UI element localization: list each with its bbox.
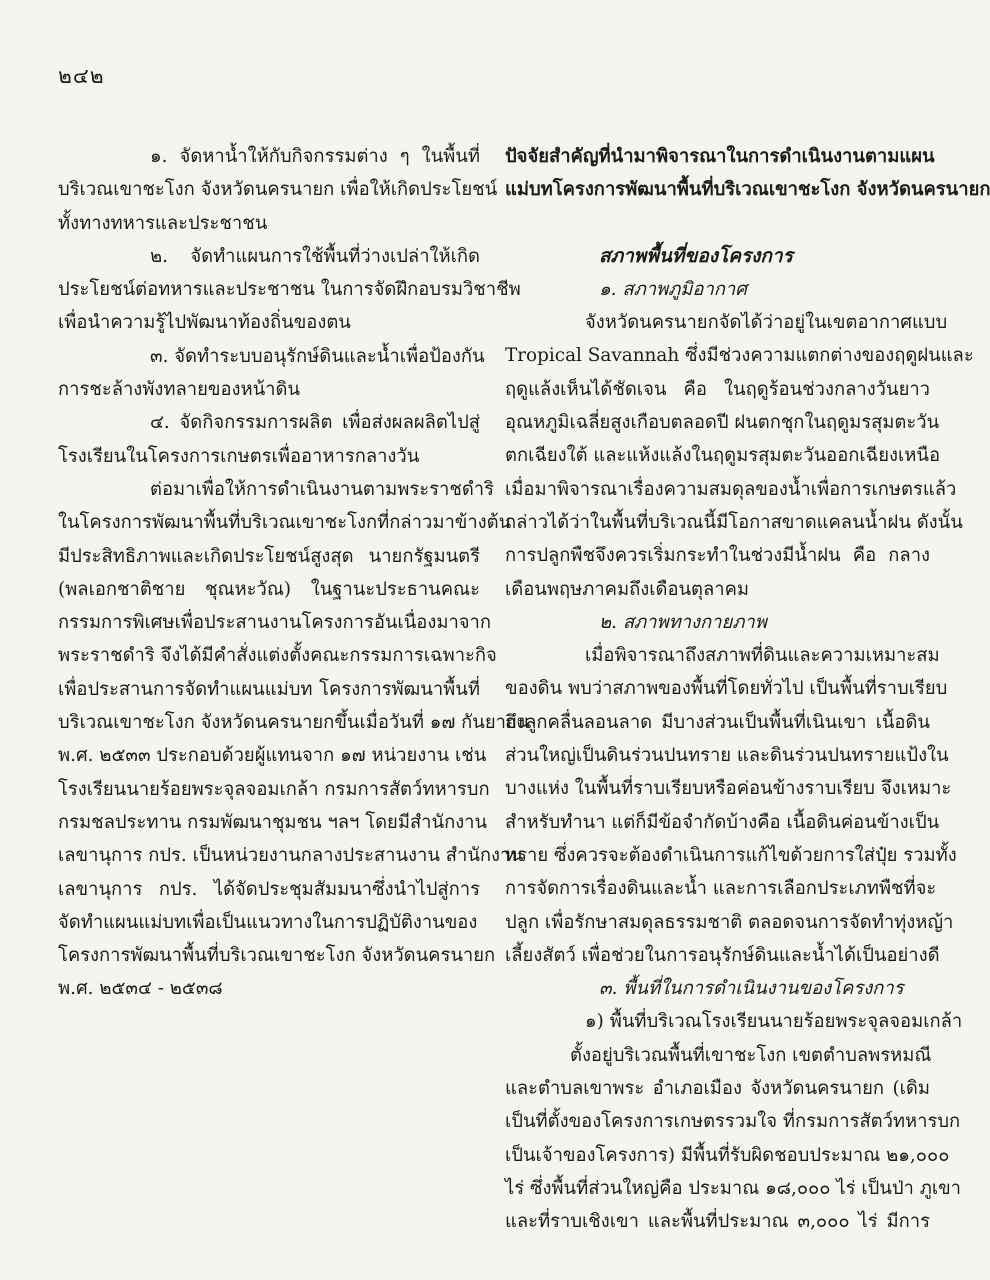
text-line: เลขานุการ กปร. ได้จัดประชุมสัมมนาซึ่งนำไปสู่การ — [58, 878, 480, 900]
text-line: และที่ราบเชิงเขา และพื้นที่ประมาณ ๓,๐๐๐ ไร่ มีการ — [505, 1211, 930, 1233]
text-line: บริเวณเขาชะโงก จังหวัดนครนายก เพื่อให้เกิดประโยชน์ — [58, 179, 498, 201]
text-line: เมื่อมาพิจารณาเรื่องความสมดุลของน้ำเพื่อการเกษตรแล้ว — [505, 478, 957, 500]
text-line: ๓. จัดทำระบบอนุรักษ์ดินและน้ำเพื่อป้องกัน — [150, 345, 485, 367]
text-line: ฤดูแล้งเห็นได้ชัดเจน คือ ในฤดูร้อนช่วงกลางวันยาว — [505, 378, 930, 400]
text-line: ๑. จัดหาน้ำให้กับกิจกรรมต่าง ๆ ในพื้นที่ — [150, 146, 480, 167]
text-line: มีประสิทธิภาพและเกิดประโยชน์สูงสุด นายกรัฐมนตรี — [58, 545, 480, 567]
right-column — [505, 140, 990, 1239]
text-line: ปลูก เพื่อรักษาสมดุลธรรมชาติ ตลอดจนการจัดทำทุ่งหญ้า — [505, 911, 954, 933]
text-line: ตกเฉียงใต้ และแห้งแล้งในฤดูมรสุมตะวันออกเฉียงเหนือ — [505, 445, 940, 467]
text-line: ในโครงการพัฒนาพื้นที่บริเวณเขาชะโงกที่กล่าวมาข้างต้น — [58, 512, 512, 534]
text-line: โครงการพัฒนาพื้นที่บริเวณเขาชะโงก จังหวัดนครนายก — [58, 945, 496, 967]
text-line: บริเวณเขาชะโงก จังหวัดนครนายกขึ้นเมื่อวันที่ ๑๗ กันยายน — [58, 712, 530, 734]
text-line: Tropical Savannah ซึ่งมีช่วงความแตกต่างของฤดูฝนและ — [505, 345, 974, 367]
text-line: การปลูกพืชจึงควรเริ่มกระทำในช่วงมีน้ำฝน คือ กลาง — [505, 545, 930, 567]
text-line: การชะล้างพังทลายของหน้าดิน — [58, 379, 301, 401]
left-column — [58, 140, 530, 1006]
text-line: พ.ศ. ๒๕๓๓ ประกอบด้วยผู้แทนจาก ๑๗ หน่วยงาน เช่น — [58, 745, 487, 767]
topic-title: ๓. พื้นที่ในการดำเนินงานของโครงการ — [599, 978, 904, 1000]
text-line: ของดิน พบว่าสภาพของพื้นที่โดยทั่วไป เป็นพื้นที่ราบเรียบ — [505, 678, 948, 700]
text-line: ๔. จัดกิจกรรมการผลิต เพื่อส่งผลผลิตไปสู่ — [150, 412, 480, 434]
text-line: และตำบลเขาพระ อำเภอเมือง จังหวัดนครนายก (เดิม — [505, 1078, 930, 1100]
text-line: พระราชดำริ จึงได้มีคำสั่งแต่งตั้งคณะกรรมการเฉพาะกิจ — [58, 645, 497, 667]
text-line: พ.ศ. ๒๕๓๔ - ๒๕๓๘ — [58, 978, 223, 1000]
text-line: เป็นเจ้าของโครงการ) มีพื้นที่รับผิดชอบประมาณ ๒๑,๐๐๐ — [505, 1144, 950, 1166]
subsection-title: สภาพพื้นที่ของโครงการ — [599, 244, 793, 267]
text-line: ตั้งอยู่บริเวณพื้นที่เขาชะโงก เขตตำบลพรหมณี — [570, 1044, 932, 1066]
text-line: โรงเรียนในโครงการเกษตรเพื่ออาหารกลางวัน — [58, 445, 420, 467]
text-line: (พลเอกชาติชาย ชุณหะวัณ) ในฐานะประธานคณะ — [58, 578, 480, 600]
text-line: ไร่ ซึ่งพื้นที่ส่วนใหญ่คือ ประมาณ ๑๘,๐๐๐ ไร่ เป็นป่า ภูเขา — [505, 1177, 962, 1199]
text-line: อุณหภูมิเฉลี่ยสูงเกือบตลอดปี ฝนตกชุกในฤดูมรสุมตะวัน — [505, 412, 940, 434]
text-line: สำหรับทำนา แต่ก็มีข้อจำกัดบ้างคือ เนื้อดินค่อนข้างเป็น — [505, 811, 940, 833]
text-line: เพื่อนำความรู้ไปพัฒนาท้องถิ่นของตน — [58, 312, 351, 334]
text-line: กล่าวได้ว่าในพื้นที่บริเวณนี้มีโอกาสขาดแคลนน้ำฝน ดังนั้น — [505, 511, 963, 533]
section-heading: ปัจจัยสำคัญที่นำมาพิจารณาในการดำเนินงานตามแผน — [505, 146, 935, 167]
text-line: กรรมการพิเศษเพื่อประสานงานโครงการอันเนื่องมาจาก — [58, 612, 492, 634]
text-line: ทั้งทางทหารและประชาชน — [58, 212, 268, 234]
text-line: เมื่อพิจารณาถึงสภาพที่ดินและความเหมาะสม — [585, 645, 940, 667]
text-line: บางแห่ง ในพื้นที่ราบเรียบหรือค่อนข้างราบเรียบ จึงเหมาะ — [505, 778, 952, 800]
text-line: ต่อมาเพื่อให้การดำเนินงานตามพระราชดำริ — [150, 478, 495, 500]
text-line: เลี้ยงสัตว์ เพื่อช่วยในการอนุรักษ์ดินและน้ำได้เป็นอย่างดี — [505, 944, 940, 966]
topic-title: ๒. สภาพทางกายภาพ — [599, 611, 767, 633]
topic-title: ๑. สภาพภูมิอากาศ — [599, 278, 747, 300]
text-line: เป็นที่ตั้งของโครงการเกษตรรวมใจ ที่กรมการสัตว์ทหารบก — [505, 1111, 961, 1133]
text-line: ส่วนใหญ่เป็นดินร่วนปนทราย และดินร่วนปนทรายแป้งใน — [505, 745, 949, 767]
section-heading: แม่บทโครงการพัฒนาพื้นที่บริเวณเขาชะโงก จังหวัดนครนายก — [505, 179, 990, 201]
text-line: โรงเรียนนายร้อยพระจุลจอมเกล้า กรมการสัตว์ทหารบก — [58, 778, 490, 800]
text-line: เลขานุการ กปร. เป็นหน่วยงานกลางประสานงาน สำนักงาน — [58, 845, 523, 867]
text-line: เพื่อประสานการจัดทำแผนแม่บท โครงการพัฒนาพื้นที่ — [58, 678, 480, 700]
text-line: ๑) พื้นที่บริเวณโรงเรียนนายร้อยพระจุลจอมเกล้า — [585, 1011, 963, 1033]
text-line: การจัดการเรื่องดินและน้ำ และการเลือกประเภทพืชที่จะ — [505, 878, 937, 900]
text-line: ถึงลูกคลื่นลอนลาด มีบางส่วนเป็นพื้นที่เนินเขา เนื้อดิน — [505, 711, 930, 733]
text-line: จัดทำแผนแม่บทเพื่อเป็นแนวทางในการปฏิบัติงานของ — [58, 911, 478, 933]
text-line: ทราย ซึ่งควรจะต้องดำเนินการแก้ไขด้วยการใส่ปุ๋ย รวมทั้ง — [505, 844, 957, 866]
text-line: ๒. จัดทำแผนการใช้พื้นที่ว่างเปล่าให้เกิด — [150, 245, 480, 267]
text-line: ประโยชน์ต่อทหารและประชาชน ในการจัดฝึกอบรมวิชาชีพ — [58, 279, 521, 301]
page-number: ๒๔๒ — [58, 64, 105, 88]
text-line: กรมชลประทาน กรมพัฒนาชุมชน ฯลฯ โดยมีสำนักงาน — [58, 811, 488, 833]
text-line: จังหวัดนครนายกจัดได้ว่าอยู่ในเขตอากาศแบบ — [585, 312, 948, 334]
text-line: เดือนพฤษภาคมถึงเดือนตุลาคม — [505, 578, 750, 600]
